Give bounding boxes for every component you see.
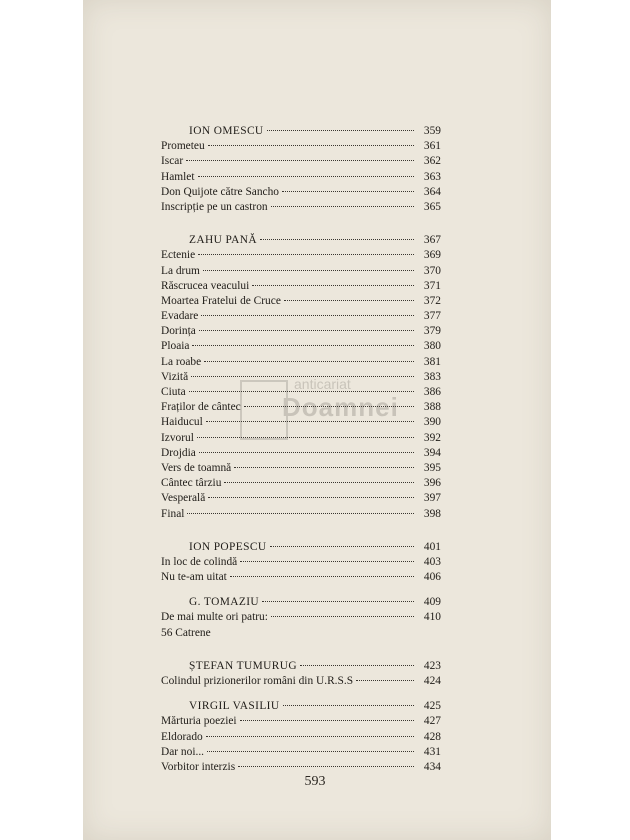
dot-leader [204,361,414,362]
toc-title: Vorbitor interzis [161,760,236,773]
toc-entry [161,674,441,689]
dot-leader [238,766,414,767]
toc-entry [161,279,441,294]
toc-page-number: 367 [423,234,441,247]
toc-entry [161,431,441,446]
toc-page-number: 431 [423,745,441,758]
toc-page-number: 390 [423,416,441,429]
dot-leader [206,736,414,737]
dot-leader [198,176,414,177]
toc-page-number: 403 [423,555,441,568]
dot-leader [198,254,414,255]
toc-entry [161,170,441,185]
toc-page-number: 401 [423,540,441,553]
section-spacer [161,641,441,659]
toc-entry [161,760,441,775]
toc-page-number: 359 [423,125,441,137]
author-heading [161,540,441,555]
dot-leader [271,616,414,617]
toc-entry [161,555,441,570]
dot-leader [262,601,414,602]
toc-entry [161,446,441,461]
toc-entry [161,610,441,625]
toc-entry [161,400,441,415]
toc-title: ZAHU PANĂ [189,234,258,247]
author-heading [161,699,441,714]
toc-title: Cântec târziu [161,477,222,490]
toc-title: De mai multe ori patru: [161,611,268,624]
dot-leader [252,285,414,286]
toc-page-number: 395 [423,461,441,474]
toc-page-number: 380 [423,340,441,353]
toc-title: Inscripție pe un castron [161,200,268,213]
toc-title: Vizită [161,370,189,383]
toc-entry [161,248,441,263]
dot-leader [270,546,414,547]
toc-entry [161,264,441,279]
dot-leader [267,130,414,131]
dot-leader [271,206,414,207]
toc-entry [161,139,441,154]
author-heading [161,595,441,610]
section-spacer [161,215,441,233]
dot-leader [208,145,414,146]
toc-title: Evadare [161,310,199,323]
section-spacer [161,585,441,595]
toc-page-number: 365 [423,200,441,213]
dot-leader [260,239,414,240]
toc-page-number: 381 [423,355,441,368]
toc-title: ION OMESCU [189,125,264,137]
toc-entry [161,324,441,339]
toc-page-number: 397 [423,492,441,505]
toc-page-number: 379 [423,325,441,338]
toc-page-number: 364 [423,185,441,198]
toc-page-number: 371 [423,279,441,292]
toc-page-number: 428 [423,730,441,743]
section-spacer [161,522,441,540]
toc-title: Fraților de cântec [161,401,241,414]
toc-page-number: 392 [423,431,441,444]
toc-title: Dar noi... [161,745,205,758]
dot-leader [244,406,414,407]
toc-title: Final [161,507,185,520]
toc-entry [161,200,441,215]
dot-leader [283,705,415,706]
dot-leader [284,300,414,301]
toc-entry [161,476,441,491]
dot-leader [240,561,414,562]
toc-title: Moartea Fratelui de Cruce [161,294,281,307]
dot-leader [234,467,414,468]
toc-page-number: 425 [423,700,441,713]
dot-leader [187,513,414,514]
toc-page-number: 434 [423,760,441,773]
toc-title: G. TOMAZIU [189,596,260,609]
toc-title: Vesperală [161,492,206,505]
dot-leader [201,315,414,316]
toc-title: ION POPESCU [189,540,267,553]
toc-entry [161,309,441,324]
dot-leader [192,345,414,346]
toc-entry [161,461,441,476]
toc-entry [161,745,441,760]
dot-leader [224,482,414,483]
dot-leader [199,330,414,331]
toc-title: 56 Catrene [161,626,211,639]
toc-title: Vers de toamnă [161,461,232,474]
toc-page-number: 396 [423,477,441,490]
toc-page-number: 406 [423,571,441,584]
toc-entry [161,185,441,200]
toc-entry [161,154,441,169]
toc-title: Prometeu [161,140,205,153]
dot-leader [356,680,414,681]
toc-title: Eldorado [161,730,203,743]
toc-title: Nu te-am uitat [161,571,227,584]
toc-title: Iscar [161,155,184,168]
toc-title: Don Quijote către Sancho [161,185,279,198]
toc-page-number: 427 [423,715,441,728]
dot-leader [230,576,414,577]
toc-title: La roabe [161,355,202,368]
toc-entry [161,415,441,430]
dot-leader [282,191,414,192]
toc-title: VIRGIL VASILIU [189,700,280,713]
toc-title: Hamlet [161,170,195,183]
toc-title: Ploaia [161,340,190,353]
dot-leader [208,497,414,498]
toc-page-number: 423 [423,659,441,672]
toc-entry [161,570,441,585]
author-heading [161,124,441,139]
toc-entry [161,294,441,309]
dot-leader [203,270,414,271]
toc-title: Dorința [161,325,196,338]
toc-page-number: 377 [423,310,441,323]
dot-leader [207,751,414,752]
watermark-main-text: Doamnei [282,392,399,422]
toc-page-number: 394 [423,446,441,459]
toc-page-number: 409 [423,596,441,609]
toc-title: Haiducul [161,416,203,429]
toc-entry [161,714,441,729]
toc-title: Izvorul [161,431,194,444]
toc-entry [161,626,441,641]
dot-leader [206,421,414,422]
toc-entry [161,385,441,400]
toc-page-number: 363 [423,170,441,183]
toc-title: Ciuta [161,386,186,398]
toc-page-number: 388 [423,401,441,414]
toc-title: In loc de colindă [161,555,238,568]
toc-title: La drum [161,264,200,277]
toc-entry [161,355,441,370]
toc-page-number: 362 [423,155,441,168]
page-number: 593 [304,774,326,789]
watermark-top-text: anticariat [294,376,351,392]
dot-leader [186,160,414,161]
table-of-contents [161,124,441,775]
toc-entry [161,491,441,506]
toc-entry [161,339,441,354]
toc-title: Răscrucea veacului [161,279,250,292]
author-heading [161,233,441,248]
dot-leader [197,437,414,438]
toc-page-number: 369 [423,249,441,262]
toc-page-number: 386 [423,386,441,398]
dot-leader [199,452,414,453]
dot-leader [189,391,414,392]
section-spacer [161,689,441,699]
toc-title: ȘTEFAN TUMURUG [189,659,298,672]
toc-title: Drojdia [161,446,196,459]
toc-page-number: 424 [423,675,441,687]
toc-page-number: 372 [423,294,441,307]
dot-leader [240,720,414,721]
toc-title: Mărturia poeziei [161,715,237,728]
toc-page-number: 383 [423,370,441,383]
toc-page-number: 410 [423,611,441,624]
toc-page-number: 370 [423,264,441,277]
toc-title: Ectenie [161,249,196,262]
toc-page-number: 361 [423,140,441,153]
toc-entry [161,507,441,522]
toc-entry [161,730,441,745]
author-heading [161,659,441,674]
toc-title: Colindul prizionerilor români din U.R.S.S [161,675,354,687]
dot-leader [191,376,414,377]
dot-leader [300,665,414,666]
toc-entry [161,370,441,385]
toc-page-number: 398 [423,507,441,520]
